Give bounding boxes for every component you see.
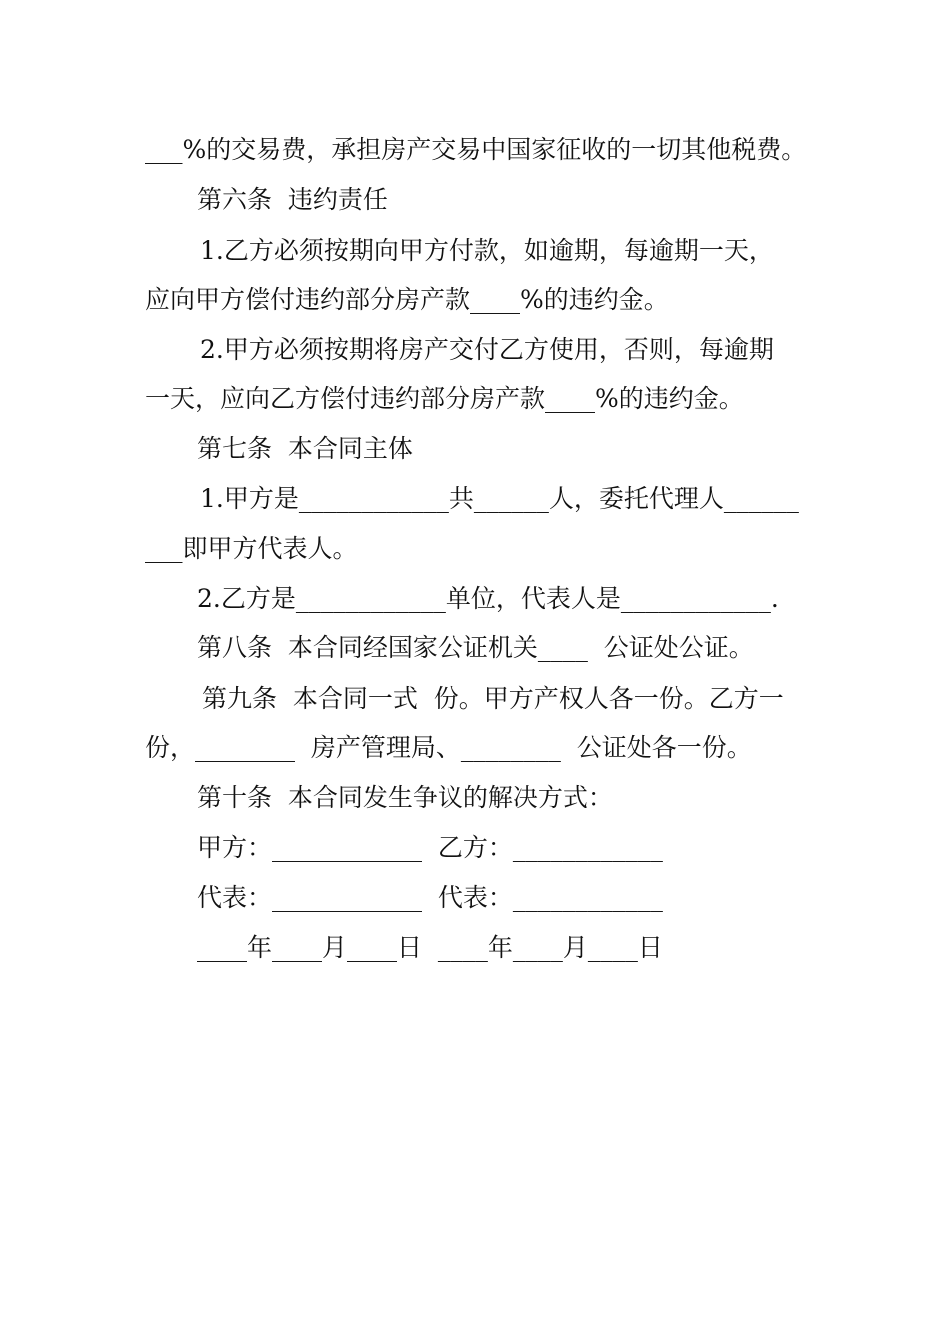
article-7-item-2: 2.乙方是____________单位，代表人是____________. <box>197 584 779 613</box>
text-line-fee-clause: ___%的交易费，承担房产交易中国家征收的一切其他税费。 <box>145 135 807 164</box>
article-6-item-1-line-1: 1.乙方必须按期向甲方付款，如逾期，每逾期一天， <box>200 236 774 265</box>
article-9-line-1: 第九条 本合同一式 份。甲方产权人各一份。乙方一 <box>202 684 784 713</box>
article-7-item-1-line-1: 1.甲方是____________共______人，委托代理人______ <box>200 484 799 513</box>
article-6-item-2-line-2: 一天，应向乙方偿付违约部分房产款____%的违约金。 <box>145 384 744 413</box>
article-6-heading: 第六条 违约责任 <box>197 185 388 214</box>
article-10-heading: 第十条 本合同发生争议的解决方式： <box>197 783 613 812</box>
article-9-line-2: 份，________ 房产管理局、________ 公证处各一份。 <box>145 733 752 762</box>
signature-representatives-row: 代表：____________ 代表：____________ <box>197 883 663 912</box>
signature-parties-row: 甲方：____________ 乙方：____________ <box>197 833 663 862</box>
article-6-item-2-line-1: 2.甲方必须按期将房产交付乙方使用，否则，每逾期 <box>200 335 774 364</box>
article-6-item-1-line-2: 应向甲方偿付违约部分房产款____%的违约金。 <box>145 285 669 314</box>
article-7-item-1-line-2: ___即甲方代表人。 <box>145 534 358 563</box>
article-8: 第八条 本合同经国家公证机关____ 公证处公证。 <box>197 633 754 662</box>
signature-dates-row: ____年____月____日 ____年____月____日 <box>197 933 663 962</box>
article-7-heading: 第七条 本合同主体 <box>197 434 413 463</box>
